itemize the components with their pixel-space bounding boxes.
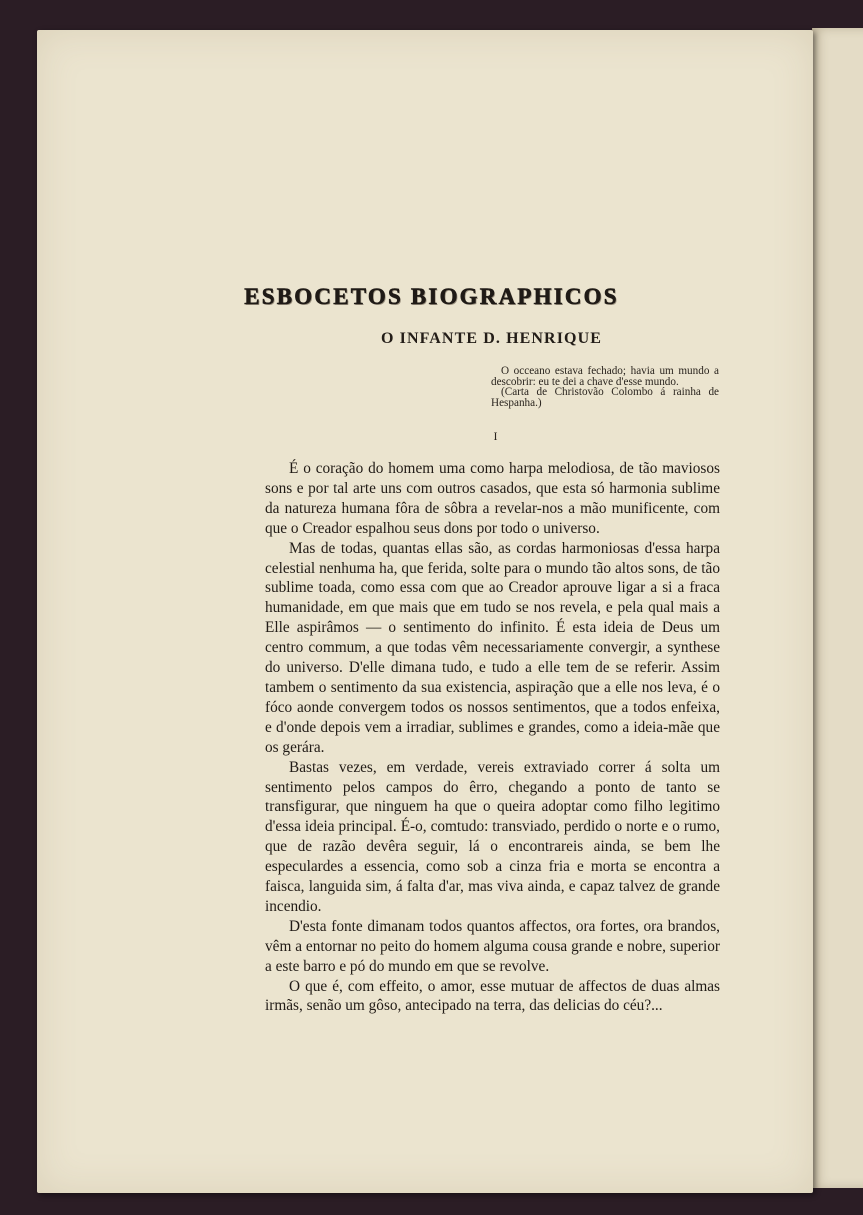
epigraph [491,366,719,408]
adjacent-page-edge [812,28,863,1188]
body-text [265,459,720,1016]
section-numeral: I [493,429,498,443]
paragraph: D'esta fonte dimanam todos quantos affectos, ora fortes, ora brandos, vêm a entornar no peito do homem alguma cousa grande e nobre, superior a este barro e pó do mundo em que se revolve. [265,917,720,975]
article-subtitle: O INFANTE D. HENRIQUE [380,330,603,347]
epigraph-quote: O occeano estava fechado; havia um mundo a descobrir: eu te dei a chave d'esse mundo. [491,365,719,388]
paragraph: Bastas vezes, em verdade, vereis extraviado correr á solta um sentimento pelos campos do êrro, chegando a ponto de tanto se transfigurar, que ninguem ha que o queira adoptar como filho legitimo d'essa ideia principal. É-o, comtudo: transviado, perdido o norte e o rumo, que de razão devêra seguir, lá o encontrareis ainda, se bem lhe especulardes a essencia, como sob a cinza fria e morta se encontra a faisca, languida sim, á falta d'ar, mas viva ainda, e capaz talvez de grande incendio. [265,758,720,915]
epigraph-attribution: (Carta de Christovão Colombo á rainha de Hespanha.) [491,386,719,409]
article-title: ESBOCETOS BIOGRAPHICOS [244,284,619,309]
paragraph: O que é, com effeito, o amor, esse mutuar de affectos de duas almas irmãs, senão um gôso, antecipado na terra, das delicias do céu?... [265,977,720,1015]
paragraph: Mas de todas, quantas ellas são, as cordas harmoniosas d'essa harpa celestial nenhuma ha, que ferida, solte para o mundo tão altos sons, de tão sublime toada, como essa com que ao Creador aprouve ligar a si a fraca humanidade, em que mais que em tudo se nos revela, e pela qual mais a Elle aspirâmos — o sentimento do infinito. É esta ideia de Deus um centro commum, a que todas vêm necessariamente convergir, a synthese do universo. D'elle dimana tudo, e tudo a elle tem de se referir. Assim tambem o sentimento da sua existencia, aspiração que a elle nos leva, é o fóco aonde convergem todos os nossos sentimentos, que a todos enfeixa, e d'onde depois vem a irradiar, sublimes e grandes, como a ideia-mãe que os gerára. [265,539,720,756]
paragraph: É o coração do homem uma como harpa melodiosa, de tão maviosos sons e por tal arte uns com outros casados, que esta só harmonia sublime da natureza humana fôra de sôbra a revelar-nos a mão munificente, com que o Creador espalhou seus dons por todo o universo. [265,460,720,537]
